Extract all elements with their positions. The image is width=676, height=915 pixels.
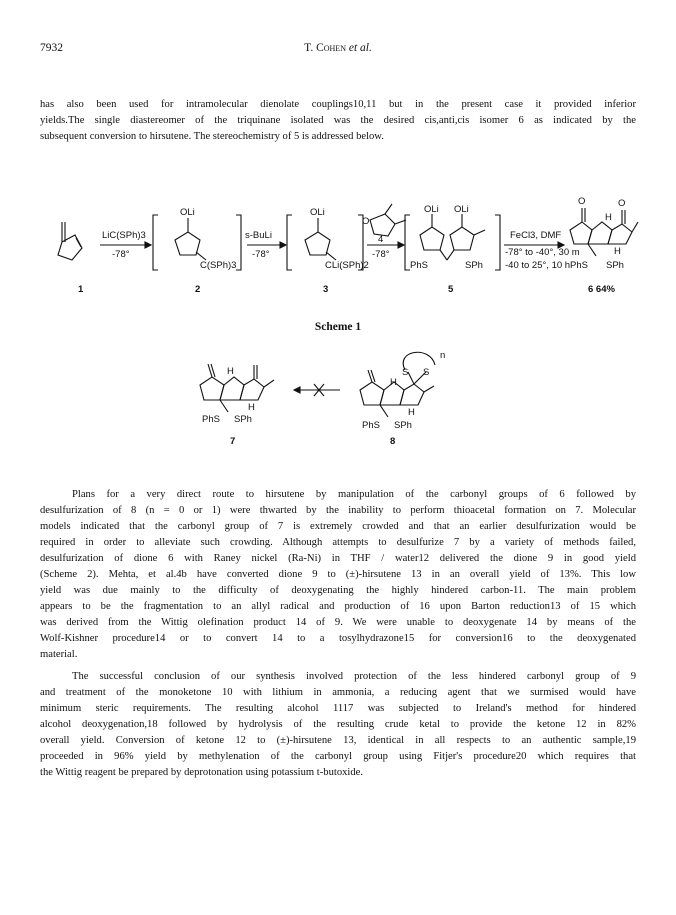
compound-2-substituent: C(SPh)3 (200, 260, 237, 271)
page-number: 7932 (40, 42, 63, 54)
compound-5-oli-a: OLi (424, 204, 439, 215)
reagent-2-temp: -78° (252, 249, 270, 260)
scheme-1-svg (40, 190, 640, 320)
paragraph-2-line: material. (40, 649, 78, 660)
compound-6-h-bottom: H (614, 246, 621, 257)
compound-8-s-left: S (402, 367, 409, 378)
compound-7-sph: SPh (234, 414, 252, 425)
compound-3-substituent: CLi(SPh)2 (325, 260, 369, 271)
compounds-7-8-figure (190, 340, 490, 450)
running-head-etal: et al. (348, 42, 372, 54)
compound-5-number: 5 (448, 284, 454, 295)
compound-2-oli: OLi (180, 207, 195, 218)
compound-6-sph: SPh (606, 260, 624, 271)
paragraph-2-line: Plans for a very direct route to hirsutene by manipulation of the carbonyl groups of 6 followed by (72, 489, 636, 500)
paragraph-1-line: has also been used for intramolecular dienolate couplings10,11 but in the present case it provided inferior (40, 99, 636, 110)
reagent-2-label: s-BuLi (245, 230, 272, 241)
compound-7-h-bottom: H (248, 402, 255, 413)
running-head-author: T. Cohen (304, 42, 346, 54)
compound-6-ring-c (608, 224, 632, 244)
paragraph-3-line: The successful conclusion of our synthesis involved protection of the less hindered carbonyl group of 9 (72, 671, 636, 682)
compound-6-yield: 6 64% (588, 284, 615, 295)
compound-5-oli-b: OLi (454, 204, 469, 215)
reagent-1-label: LiC(SPh)3 (102, 230, 146, 241)
paragraph-1-line: subsequent conversion to hirsutene. The stereochemistry of 5 is addressed below. (40, 131, 384, 142)
compound-8-h-bottom: H (408, 407, 415, 418)
compound-8-n: n (440, 350, 446, 361)
compound-3-ring (305, 232, 330, 255)
compound-5-ring-a (420, 227, 444, 250)
paragraph-2-line: (Scheme 2). Mehta, et al.4b have converted dione 9 to (±)-hirsutene 13 in an overall yield of 13%. This low (40, 569, 636, 580)
compound-3-number: 3 (323, 284, 329, 295)
paragraph-2-line: models indicated that the carbonyl group of 7 is extremely crowded and that an earlier desulfurization would be (40, 521, 636, 532)
paragraph-2-line: Wolf-Kishner procedure14 or to convert 14 to a tosylhydrazone15 for conversion16 to the deoxygenated (40, 633, 636, 644)
paragraph-1-line: yields.The single diastereomer of the triquinane isolated was the desired cis,anti,cis isomer 6 as indicated by the (40, 115, 636, 126)
compound-8-h-top: H (390, 377, 397, 388)
compound-5-sph: SPh (465, 260, 483, 271)
compound-6-phs: PhS (570, 260, 588, 271)
compound-7-phs: PhS (202, 414, 220, 425)
compound-6-h-top: H (605, 212, 612, 223)
compound-4-ring (370, 214, 395, 236)
paragraph-2 (40, 487, 636, 663)
paragraph-3-line: proceeded in 96% yield by methylenation of the carbonyl group using Fitjer's procedure20 which requires that (40, 751, 636, 762)
scheme-1-figure (40, 190, 640, 330)
scheme-1-caption: Scheme 1 (314, 321, 362, 333)
paragraph-2-line: appears to be the fragmentation to an allyl radical and production of 16 upon Barton reduction13 of 15 which (40, 601, 636, 612)
compounds-7-8-svg (190, 340, 490, 450)
paragraph-3-line: the Wittig reagent be prepared by deprotonation using potassium t-butoxide. (40, 767, 364, 778)
paragraph-2-line: required in order to alleviate such crowding. Although attempts to desulfurize 7 by a variety of methods failed, (40, 537, 636, 548)
compound-8-phs: PhS (362, 420, 380, 431)
compound-8-s-right: S (423, 367, 430, 378)
compound-5-phs: PhS (410, 260, 428, 271)
compound-8-sph: SPh (394, 420, 412, 431)
compound-8-number: 8 (390, 436, 396, 447)
reagent-1-temp: -78° (112, 249, 130, 260)
running-head (0, 42, 676, 54)
paragraph-2-line: yield was due mainly to the difficulty of deoxygenating the highly hindered carbon-11. The main problem (40, 585, 636, 596)
compound-4-o: O (362, 216, 370, 227)
paragraph-2-line: desulfurization of 8 (n = 0 or 1) were thwarted by the inability to perform thioacetal formation on 7. Molecular (40, 505, 636, 516)
reagent-4-label: FeCl3, DMF (510, 230, 562, 241)
compound-3-oli: OLi (310, 207, 325, 218)
paragraph-3-line: and treatment of the monoketone 10 with lithium in ammonia, a reducing agent that we surmised would have (40, 687, 636, 698)
compound-7-number: 7 (230, 436, 236, 447)
compound-2-ring (175, 232, 200, 255)
paragraph-3-line: overall yield. Conversion of ketone 12 to (±)-hirsutene 13, identical in all respects to an authentic sample,19 (40, 735, 636, 746)
paragraph-2-line: desulfurization of dione 6 with Raney nickel (Ra-Ni) in THF / water12 delivered the dione 9 in good yield (40, 553, 636, 564)
reagent-3-label: 4 (378, 234, 384, 245)
compound-6-o-b: O (618, 198, 626, 209)
compound-6-o-a: O (578, 196, 586, 207)
paragraph-3-line: minimum steric requirements. The resulting alcohol 1117 was subjected to Ireland's method for hindered (40, 703, 636, 714)
paragraph-1 (40, 97, 636, 145)
compound-1-number: 1 (78, 284, 84, 295)
paragraph-3-line: alcohol deoxygenation,18 followed by hydrolysis of the resulting crude ketal to provide the ketone 12 in 82% (40, 719, 636, 730)
reagent-4-cond-1: -78° to -40°, 30 m (505, 247, 580, 258)
compound-7-h-top: H (227, 366, 234, 377)
paragraph-3 (40, 669, 636, 781)
reagent-4-cond-2: -40 to 25°, 10 h (505, 260, 571, 271)
reagent-3-temp: -78° (372, 249, 390, 260)
paragraph-2-line: was derived from the Wittig olefination product 14 of 9. We were unable to deoxygenate 14 by means of the (40, 617, 636, 628)
compound-5-ring-b (450, 227, 474, 250)
compound-2-number: 2 (195, 284, 201, 295)
